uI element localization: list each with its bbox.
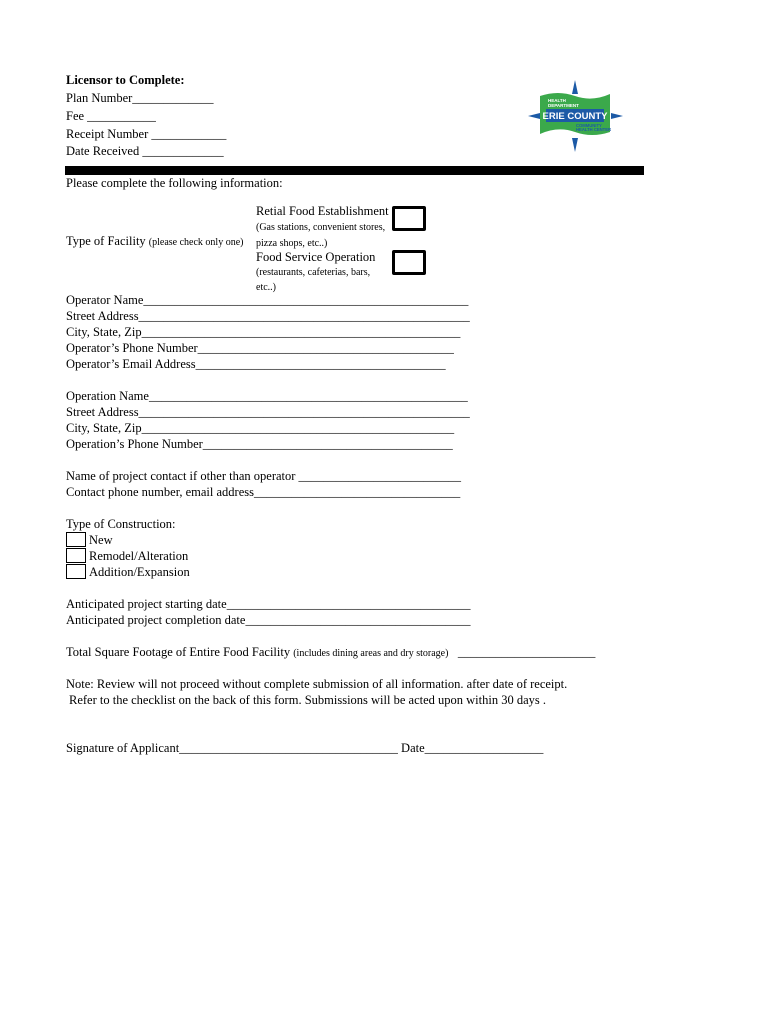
retail-desc-1: (Gas stations, convenient stores, [256,222,386,233]
addition-checkbox[interactable] [66,564,86,579]
retail-checkbox[interactable] [392,206,426,231]
contact-name-field[interactable]: Name of project contact if other than operator __________________________ [66,469,462,483]
service-title: Food Service Operation [256,250,376,264]
operator-phone-field[interactable]: Operator’s Phone Number_________________________________________ [66,341,454,355]
footage-note: (includes dining areas and dry storage) [293,648,449,659]
footage-field[interactable] [66,644,595,662]
operator-email-field[interactable]: Operator’s Email Address________________________________________ [66,357,446,371]
header-divider [65,166,644,175]
new-label: New [89,533,113,547]
retail-title: Retial Food Establishment [256,204,389,218]
signature-field[interactable]: Signature of Applicant___________________________________ Date___________________ [66,741,544,755]
footage-blank[interactable]: ______________________ [457,645,596,659]
operation-phone-field[interactable]: Operation’s Phone Number________________________________________ [66,437,453,451]
retail-desc-2: pizza shops, etc..) [256,238,328,249]
service-checkbox[interactable] [392,250,426,275]
svg-text:HEALTH: HEALTH [548,98,566,103]
plan-number-field[interactable]: Plan Number_____________ [66,91,214,105]
contact-phone-field[interactable]: Contact phone number, email address_________________________________ [66,485,461,499]
construction-heading: Type of Construction: [66,517,176,531]
addition-label: Addition/Expansion [89,565,190,579]
operation-name-field[interactable]: Operation Name___________________________________________________ [66,389,468,403]
facility-note: (please check only one) [148,237,244,248]
operator-name-field[interactable]: Operator Name____________________________________________________ [66,293,469,307]
remodel-label: Remodel/Alteration [89,549,189,563]
svg-text:HEALTH CENTER: HEALTH CENTER [576,127,612,132]
erie-county-logo [528,80,623,152]
operator-street-field[interactable]: Street Address_____________________________________________________ [66,309,470,323]
receipt-number-field[interactable]: Receipt Number ____________ [66,127,227,141]
date-received-field[interactable]: Date Received _____________ [66,144,224,158]
note-line-2: Refer to the checklist on the back of this form. Submissions will be acted upon within 30 days . [69,693,547,707]
intro-text: Please complete the following information: [66,176,283,190]
svg-text:COMMUNITY: COMMUNITY [576,123,602,128]
svg-text:DEPARTMENT: DEPARTMENT [548,103,579,108]
service-desc-1: (restaurants, cafeterias, bars, [256,267,371,278]
completion-date-field[interactable]: Anticipated project completion date____________________________________ [66,613,471,627]
logo-main-text: ERIE COUNTY [542,111,608,122]
new-checkbox[interactable] [66,532,86,547]
operation-street-field[interactable]: Street Address_____________________________________________________ [66,405,470,419]
operator-city-field[interactable]: City, State, Zip___________________________________________________ [66,325,461,339]
start-date-field[interactable]: Anticipated project starting date_______________________________________ [66,597,471,611]
facility-label: Type of Facility (please check only one) [66,234,244,248]
service-desc-2: etc..) [256,282,276,293]
note-line-1: Note: Review will not proceed without complete submission of all information. after date of receipt. [66,677,568,691]
footage-label: Total Square Footage of Entire Food Facility [66,645,291,659]
licensor-heading: Licensor to Complete: [66,73,185,87]
remodel-checkbox[interactable] [66,548,86,563]
operation-city-field[interactable]: City, State, Zip__________________________________________________ [66,421,455,435]
fee-field[interactable]: Fee ___________ [66,109,156,123]
